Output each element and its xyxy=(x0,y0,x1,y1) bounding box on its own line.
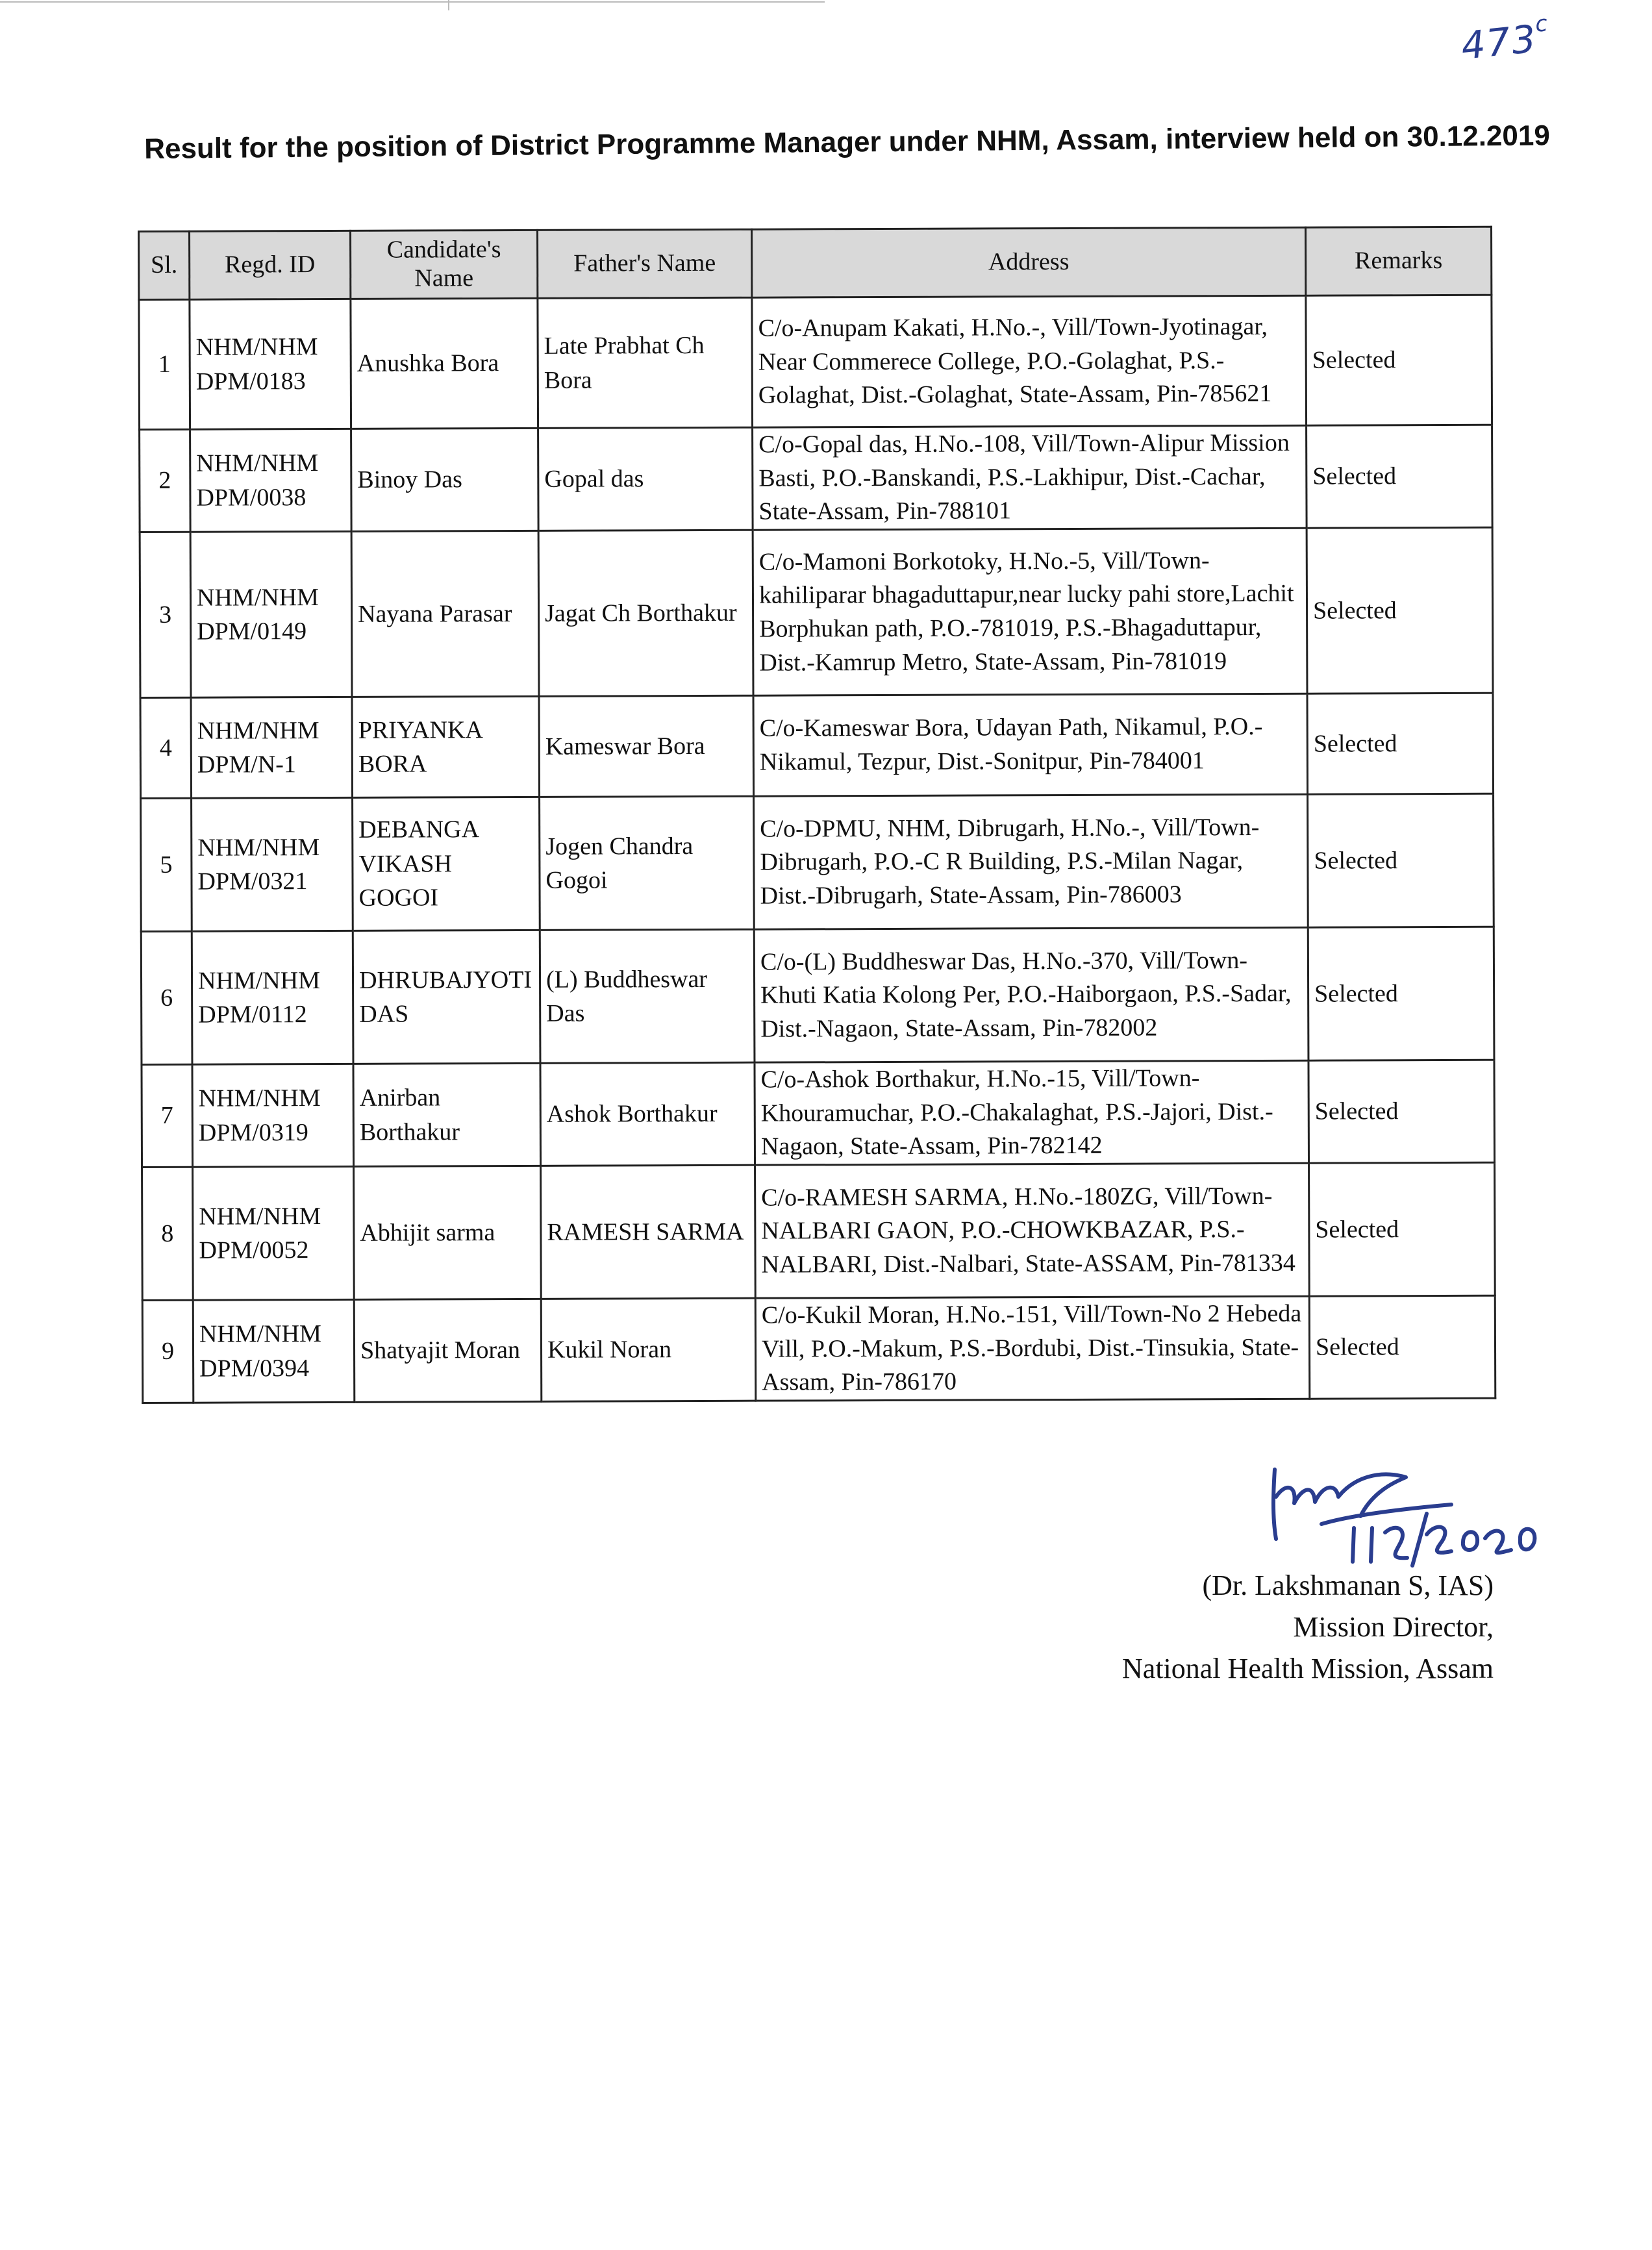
signature-stroke xyxy=(1321,1505,1451,1524)
signatory-organization: National Health Mission, Assam xyxy=(1122,1652,1494,1684)
page-number-suffix: c xyxy=(1534,10,1550,38)
cell-candidate-name: Anirban Borthakur xyxy=(353,1063,541,1166)
document-title: Result for the position of District Programme Manager under NHM, Assam, interview held on 30.12.2019 xyxy=(144,119,1551,165)
page-number-handwritten xyxy=(1458,10,1553,68)
signature-image xyxy=(1257,1451,1542,1575)
cell-address: C/o-(L) Buddheswar Das, H.No.-370, Vill/Town-Khuti Katia Kolong Per, P.O.-Haiborgaon, P.S.-Sadar, Dist.-Nagaon, State-Assam, Pin-782002 xyxy=(754,927,1308,1062)
top-rule-tick xyxy=(448,0,449,10)
cell-candidate-name: Binoy Das xyxy=(351,428,539,531)
signatory-block xyxy=(909,1565,1494,1689)
cell-sl: 5 xyxy=(141,798,192,931)
cell-address: C/o-RAMESH SARMA, H.No.-180ZG, Vill/Town-NALBARI GAON, P.O.-CHOWKBAZAR, P.S.-NALBARI, Dist.-Nalbari, State-ASSAM, Pin-781334 xyxy=(755,1163,1310,1298)
signature-stroke xyxy=(1427,1527,1451,1553)
cell-regd-id: NHM/NHM DPM/0394 xyxy=(193,1299,355,1403)
cell-remarks: Selected xyxy=(1308,794,1494,927)
cell-remarks: Selected xyxy=(1309,1162,1496,1296)
signature-stroke xyxy=(1273,1469,1276,1539)
cell-regd-id: NHM/NHM DPM/0052 xyxy=(193,1166,355,1300)
header-regd-id: Regd. ID xyxy=(190,231,351,299)
header-sl: Sl. xyxy=(139,231,190,299)
cell-sl: 2 xyxy=(140,429,191,532)
cell-address: C/o-Mamoni Borkotoky, H.No.-5, Vill/Town-kahiliparar bhagaduttapur,near lucky pahi store,Lachit Borphukan path, P.O.-781019, P.S.-Bhagaduttapur, Dist.-Kamrup Metro, State-Assam, Pin-781019 xyxy=(753,528,1307,695)
header-address: Address xyxy=(751,227,1305,297)
results-table xyxy=(138,226,1496,1404)
cell-remarks: Selected xyxy=(1308,927,1494,1060)
cell-candidate-name: DHRUBAJYOTI DAS xyxy=(353,930,540,1064)
table-row xyxy=(139,295,1492,429)
header-candidate-name: Candidate's Name xyxy=(351,230,538,299)
cell-candidate-name: Abhijit sarma xyxy=(354,1166,542,1299)
cell-father-name: Kukil Noran xyxy=(541,1298,756,1401)
table-row xyxy=(142,1162,1496,1300)
signatory-designation: Mission Director, xyxy=(1293,1610,1494,1643)
cell-address: C/o-Kukil Moran, H.No.-151, Vill/Town-No 2 Hebeda Vill, P.O.-Makum, P.S.-Bordubi, Dist.-Tinsukia, State-Assam, Pin-786170 xyxy=(755,1296,1310,1401)
table-header-row xyxy=(139,227,1492,299)
signature-stroke xyxy=(1485,1531,1511,1553)
cell-father-name: Jagat Ch Borthakur xyxy=(538,530,753,696)
table-row xyxy=(140,527,1493,697)
cell-candidate-name: Shatyajit Moran xyxy=(354,1299,542,1402)
cell-candidate-name: DEBANGA VIKASH GOGOI xyxy=(353,797,540,931)
header-father-name: Father's Name xyxy=(538,229,752,298)
cell-address: C/o-DPMU, NHM, Dibrugarh, H.No.-, Vill/Town-Dibrugarh, P.O.-C R Building, P.S.-Milan Nagar, Dist.-Dibrugarh, State-Assam, Pin-786003 xyxy=(754,794,1308,929)
cell-regd-id: NHM/NHM DPM/0321 xyxy=(192,797,353,931)
cell-candidate-name: PRIYANKA BORA xyxy=(352,696,540,797)
cell-father-name: Gopal das xyxy=(538,427,753,531)
cell-father-name: Ashok Borthakur xyxy=(540,1062,755,1166)
cell-regd-id: NHM/NHM DPM/0112 xyxy=(192,931,353,1064)
cell-father-name: Kameswar Bora xyxy=(539,695,754,797)
signatory-name: (Dr. Lakshmanan S, IAS) xyxy=(1202,1569,1494,1601)
cell-sl: 6 xyxy=(141,931,192,1064)
cell-regd-id: NHM/NHM DPM/0319 xyxy=(192,1064,354,1167)
cell-sl: 1 xyxy=(139,299,190,429)
top-rule xyxy=(0,1,825,3)
cell-remarks: Selected xyxy=(1307,527,1493,694)
table-row xyxy=(140,693,1494,798)
signature-stroke xyxy=(1385,1528,1407,1558)
cell-remarks: Selected xyxy=(1309,1295,1496,1399)
table-row xyxy=(141,927,1494,1064)
cell-address: C/o-Anupam Kakati, H.No.-, Vill/Town-Jyotinagar, Near Commerece College, P.O.-Golaghat, P.S.-Golaghat, Dist.-Golaghat, State-Assam, Pin-785621 xyxy=(752,295,1307,427)
cell-sl: 8 xyxy=(142,1167,194,1300)
cell-address: C/o-Gopal das, H.No.-108, Vill/Town-Alipur Mission Basti, P.O.-Banskandi, P.S.-Lakhipur, Dist.-Cachar, State-Assam, Pin-788101 xyxy=(753,425,1307,530)
cell-father-name: RAMESH SARMA xyxy=(541,1165,756,1299)
signature-stroke xyxy=(1463,1532,1477,1550)
table-row xyxy=(142,1060,1495,1167)
table-row xyxy=(140,425,1493,532)
signature-ink xyxy=(1273,1469,1534,1566)
cell-sl: 7 xyxy=(142,1064,193,1167)
cell-regd-id: NHM/NHM DPM/0038 xyxy=(190,429,352,532)
page-number-value: 473 xyxy=(1458,16,1540,68)
header-remarks: Remarks xyxy=(1305,227,1491,295)
cell-father-name: Late Prabhat Ch Bora xyxy=(538,297,753,428)
table-row xyxy=(141,794,1494,931)
cell-candidate-name: Nayana Parasar xyxy=(351,531,539,697)
cell-sl: 9 xyxy=(142,1300,194,1403)
table-row xyxy=(142,1295,1496,1403)
cell-address: C/o-Ashok Borthakur, H.No.-15, Vill/Town-Khouramuchar, P.O.-Chakalaghat, P.S.-Jajori, Dist.-Nagaon, State-Assam, Pin-782142 xyxy=(755,1060,1309,1165)
cell-regd-id: NHM/NHM DPM/0183 xyxy=(190,299,351,429)
cell-father-name: (L) Buddheswar Das xyxy=(540,929,755,1063)
cell-address: C/o-Kameswar Bora, Udayan Path, Nikamul, P.O.-Nikamul, Tezpur, Dist.-Sonitpur, Pin-784001 xyxy=(753,694,1308,796)
cell-candidate-name: Anushka Bora xyxy=(351,298,538,429)
cell-father-name: Jogen Chandra Gogoi xyxy=(540,796,755,930)
cell-remarks: Selected xyxy=(1306,295,1492,425)
signature-stroke xyxy=(1353,1528,1354,1562)
cell-regd-id: NHM/NHM DPM/N-1 xyxy=(191,697,353,798)
signature-stroke xyxy=(1371,1528,1372,1562)
cell-sl: 3 xyxy=(140,532,191,697)
cell-remarks: Selected xyxy=(1308,1060,1495,1163)
cell-remarks: Selected xyxy=(1307,693,1494,794)
signature-stroke xyxy=(1520,1529,1535,1550)
cell-regd-id: NHM/NHM DPM/0149 xyxy=(190,531,352,697)
cell-sl: 4 xyxy=(140,697,192,798)
signature-stroke xyxy=(1412,1514,1427,1566)
cell-remarks: Selected xyxy=(1307,425,1493,528)
